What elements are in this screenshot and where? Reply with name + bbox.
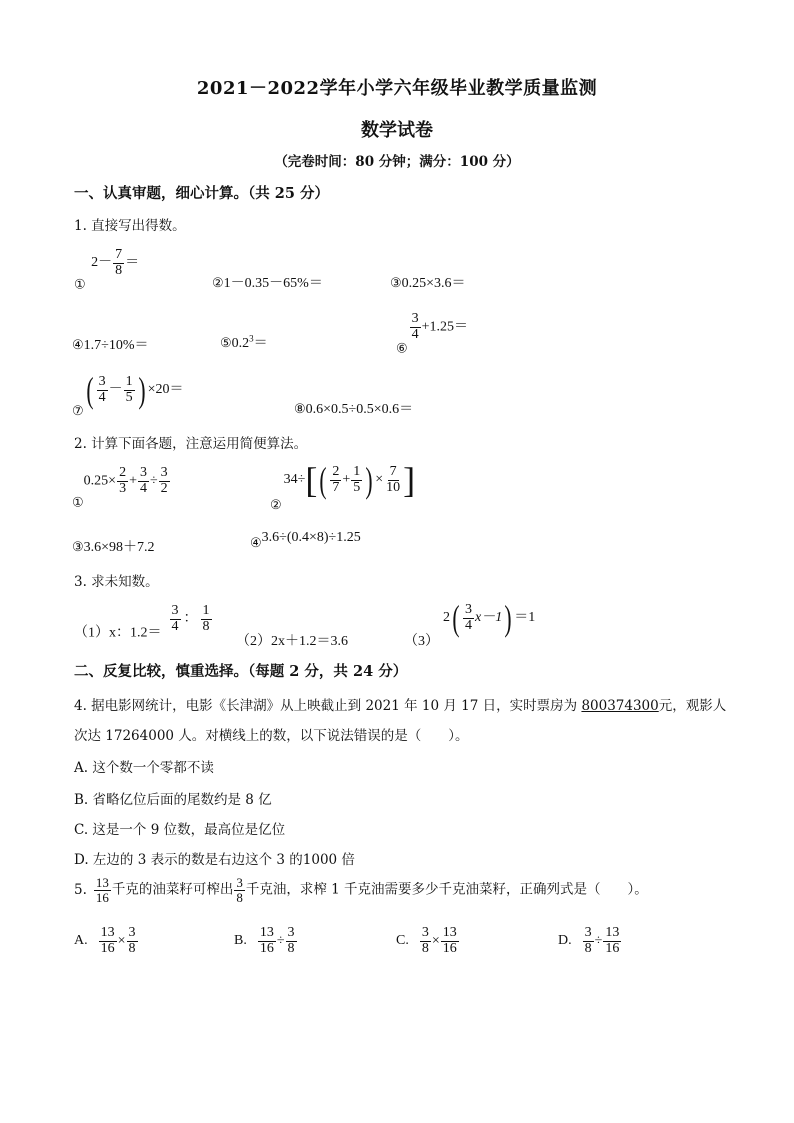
fraction: $\frac{13}{16}$ <box>259 925 274 956</box>
fraction: $\frac{3}{8}$ <box>287 925 295 956</box>
q2-item-3 <box>72 536 155 556</box>
item-mark: ⑤ <box>220 335 232 350</box>
item-mark: ⑥ <box>396 340 408 356</box>
q2-item-1: ①0.25× $\frac{2}{3}$ + $\frac{3}{4}$ ÷ $\frac{3}{2}$ <box>72 465 168 510</box>
q4-option-d[interactable]: D. 左边的 3 表示的数是右边这个 3 的1000 倍 <box>74 852 355 868</box>
fraction: $\frac{3}{4}$ <box>171 603 179 634</box>
q5-stem <box>74 876 648 904</box>
q1-item-1 <box>74 248 139 292</box>
q1-item-2 <box>212 272 323 292</box>
item-mark: ② <box>212 275 224 290</box>
exam-title: 2021－2022学年小学六年级毕业教学质量监测 <box>196 78 598 99</box>
q5-option-a[interactable]: A. $\frac{13}{16}$ × $\frac{3}{8}$ <box>74 925 136 956</box>
item-mark: ④ <box>72 337 84 352</box>
q4-option-a[interactable]: A. 这个数一个零都不读 <box>74 760 214 776</box>
q1-item-3 <box>390 272 466 292</box>
expr-text: 1.7÷10%＝ <box>83 338 149 353</box>
q1-item-4 <box>72 334 149 354</box>
fraction: $\frac{3}{8}$ <box>584 925 592 956</box>
item-mark: ③ <box>72 539 84 554</box>
fraction: $\frac{13}{16}$ <box>605 925 620 956</box>
item-mark: ⑦ <box>72 403 84 419</box>
item-mark: （2） <box>236 634 271 649</box>
fraction: $\frac{3}{2}$ <box>160 465 168 496</box>
q3-item-1: （1）x：1.2＝ $\frac{3}{4}$ ： $\frac{1}{8}$ <box>74 603 210 641</box>
q3-item-2 <box>236 630 348 650</box>
fraction: $\frac{1}{5}$ <box>125 373 133 405</box>
item-mark: ① <box>72 494 84 510</box>
expr-text: 3.6÷(0.4×8)÷1.25 <box>261 530 361 545</box>
option-letter: A. <box>74 933 88 949</box>
q4-line2: 次达 17264000 人。对横线上的数，以下说法错误的是（ ）。 <box>74 728 469 744</box>
option-letter: C. <box>396 933 409 949</box>
expr-text: 0.2 <box>231 336 250 351</box>
expr-text: － <box>108 382 123 398</box>
fraction: $\frac{3}{8}$ <box>236 875 243 905</box>
fraction: $\frac{13}{16}$ <box>100 925 115 956</box>
fraction: $\frac{7}{8}$ <box>115 247 123 278</box>
q5-option-b[interactable]: B. $\frac{13}{16}$ ÷ $\frac{3}{8}$ <box>234 925 295 956</box>
q5-text: 千克油，求榨 1 千克油需要多少千克油菜籽，正确列式是（ ）。 <box>245 881 648 898</box>
item-mark: （1） <box>74 625 109 641</box>
fraction: $\frac{13}{16}$ <box>442 925 457 956</box>
expr-text: 0.25× <box>83 473 117 489</box>
q1-item-7: ⑦( $\frac{3}{4}$ － $\frac{1}{5}$ ) ×20＝ <box>72 370 184 419</box>
section1-heading: 一、认真审题，细心计算。（共 25 分） <box>74 185 330 202</box>
item-mark: ④ <box>250 535 262 550</box>
fraction: $\frac{13}{16}$ <box>95 875 109 905</box>
expr-text: ＝ <box>125 255 140 271</box>
expr-text: 2 <box>443 610 450 626</box>
exam-subtitle: 数学试卷 <box>361 120 433 141</box>
fraction: $\frac{2}{3}$ <box>119 465 127 496</box>
q1-item-6 <box>396 312 468 356</box>
fraction: $\frac{3}{8}$ <box>128 925 136 956</box>
q4-underlined-number: 800374300 <box>581 698 659 714</box>
expr-text: x：1.2＝ <box>109 625 162 641</box>
q4-line1 <box>74 694 726 714</box>
expr-text: 1－0.35－65%＝ <box>223 276 323 291</box>
fraction: $\frac{1}{8}$ <box>202 603 210 634</box>
q1-item-5 <box>220 332 268 352</box>
fraction: $\frac{7}{10}$ <box>386 463 401 495</box>
option-letter: B. <box>234 933 247 949</box>
q5-text: 千克的油菜籽可榨出 <box>111 881 234 898</box>
expr-text: 34÷ <box>283 472 306 488</box>
expr-text: 2x＋1.2＝3.6 <box>271 634 348 649</box>
item-mark: （3） <box>404 634 439 650</box>
item-mark: ⑧ <box>294 401 306 416</box>
q1-stem: 1. 直接写出得数。 <box>74 218 186 234</box>
q4-option-c[interactable]: C. 这是一个 9 位数，最高位是亿位 <box>74 822 286 838</box>
fraction: $\frac{3}{8}$ <box>421 925 429 956</box>
expr-text: ＝ <box>253 336 268 351</box>
fraction: $\frac{3}{4}$ <box>139 465 147 496</box>
fraction: $\frac{3}{4}$ <box>98 373 106 405</box>
expr-text: 0.25×3.6＝ <box>401 276 466 291</box>
fraction: $\frac{3}{4}$ <box>465 601 472 633</box>
exam-info: （完卷时间：80 分钟；满分：100 分） <box>274 154 520 170</box>
expr-text: 2－ <box>91 255 113 271</box>
item-mark: ② <box>270 497 282 513</box>
item-mark: ③ <box>390 275 402 290</box>
option-letter: D. <box>558 933 572 949</box>
q3-item-3: （3）2( $\frac{3}{4}$ x－1) ＝1 <box>404 598 536 650</box>
q3-stem: 3. 求未知数。 <box>74 574 159 590</box>
section2-heading: 二、反复比较，慎重选择。（每题 2 分，共 24 分） <box>74 663 408 680</box>
expr-text: ×20＝ <box>147 382 184 398</box>
q5-option-d[interactable]: D. $\frac{3}{8}$ ÷ $\frac{13}{16}$ <box>558 925 620 956</box>
q4-option-b[interactable]: B. 省略亿位后面的尾数约是 8 亿 <box>74 792 272 808</box>
q4-text: 4. 据电影网统计，电影《长津湖》从上映截止到 2021 年 10 月 17 日，实时票房为 <box>74 698 582 714</box>
fraction: $\frac{3}{4}$ <box>411 311 419 342</box>
expr-text: +1.25＝ <box>421 319 469 335</box>
q2-item-2: ②34÷[( $\frac{2}{7}$ + $\frac{1}{5}$ ) × $\frac{7}{10}$ ] <box>270 460 416 513</box>
fraction: $\frac{2}{7}$ <box>332 463 340 495</box>
q4-text: 元，观影人 <box>658 698 727 714</box>
fraction: $\frac{1}{5}$ <box>353 463 361 495</box>
item-mark: ① <box>74 276 86 292</box>
q2-item-4 <box>250 530 361 551</box>
q1-item-8 <box>294 398 413 418</box>
expr-text: 3.6×98＋7.2 <box>83 540 155 555</box>
q5-option-c[interactable]: C. $\frac{3}{8}$ × $\frac{13}{16}$ <box>396 925 457 956</box>
q5-number: 5. <box>74 881 87 898</box>
q2-stem: 2. 计算下面各题，注意运用简便算法。 <box>74 436 308 452</box>
expr-text: 0.6×0.5÷0.5×0.6＝ <box>305 402 414 417</box>
exponent: 3 <box>249 333 254 344</box>
